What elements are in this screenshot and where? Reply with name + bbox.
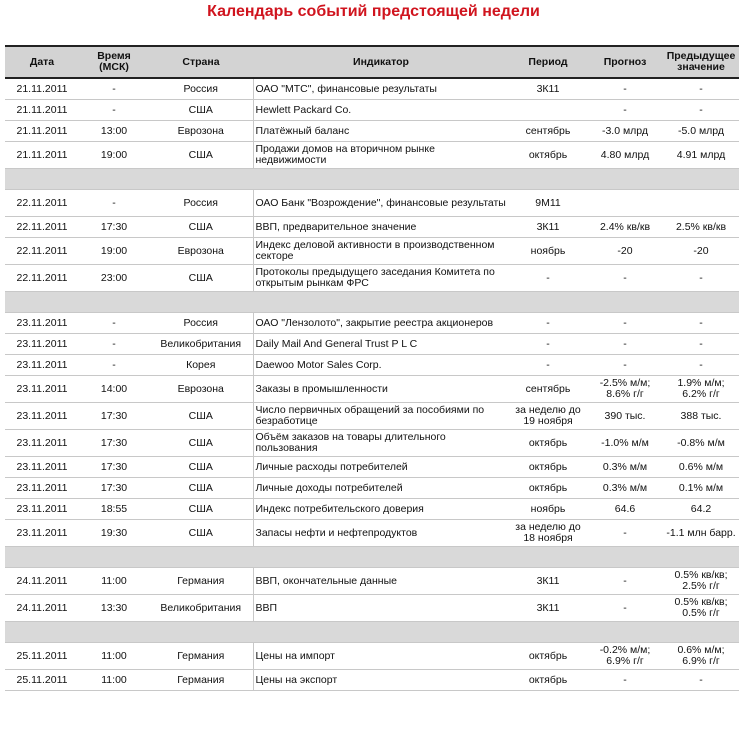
cell-forecast: 0.3% м/м [587, 457, 663, 478]
table-row [5, 313, 739, 334]
cell-previous: -5.0 млрд [663, 121, 739, 142]
cell-country: США [149, 100, 253, 121]
cell-forecast: 4.80 млрд [587, 142, 663, 169]
cell-previous: 4.91 млрд [663, 142, 739, 169]
cell-previous: 0.6% м/м [663, 457, 739, 478]
cell-previous: - [663, 78, 739, 100]
cell-time: 11:00 [79, 643, 149, 670]
cell-indicator: ВВП, окончательные данные [253, 568, 509, 595]
cell-period: 3К11 [509, 568, 587, 595]
events-table [5, 45, 739, 691]
cell-date: 22.11.2011 [5, 238, 79, 265]
cell-time: - [79, 313, 149, 334]
cell-indicator: Запасы нефти и нефтепродуктов [253, 520, 509, 547]
cell-country: США [149, 478, 253, 499]
cell-forecast: - [587, 313, 663, 334]
cell-previous: - [663, 334, 739, 355]
cell-previous: 0.5% кв/кв; 2.5% г/г [663, 568, 739, 595]
cell-time: 17:30 [79, 457, 149, 478]
column-header-country: Страна [149, 46, 253, 78]
column-header-time: Время (МСК) [79, 46, 149, 78]
cell-time: - [79, 334, 149, 355]
cell-date: 23.11.2011 [5, 403, 79, 430]
cell-previous: - [663, 265, 739, 292]
cell-date: 24.11.2011 [5, 595, 79, 622]
table-row [5, 568, 739, 595]
day-separator-row [5, 169, 739, 190]
cell-forecast: -0.2% м/м; 6.9% г/г [587, 643, 663, 670]
cell-time: 17:30 [79, 478, 149, 499]
cell-country: Великобритания [149, 334, 253, 355]
cell-forecast: - [587, 568, 663, 595]
cell-country: Еврозона [149, 238, 253, 265]
cell-country: США [149, 499, 253, 520]
cell-indicator: Hewlett Packard Co. [253, 100, 509, 121]
cell-period: ноябрь [509, 238, 587, 265]
cell-country: Россия [149, 313, 253, 334]
cell-previous: -20 [663, 238, 739, 265]
cell-time: - [79, 190, 149, 217]
cell-previous: 0.5% кв/кв; 0.5% г/г [663, 595, 739, 622]
events-table-body [5, 78, 739, 691]
cell-country: США [149, 403, 253, 430]
cell-period: - [509, 355, 587, 376]
cell-indicator: Цены на экспорт [253, 670, 509, 691]
table-header-row [5, 46, 739, 78]
cell-forecast: 2.4% кв/кв [587, 217, 663, 238]
table-row [5, 520, 739, 547]
cell-forecast: - [587, 78, 663, 100]
table-row [5, 265, 739, 292]
table-row [5, 403, 739, 430]
cell-time: 13:30 [79, 595, 149, 622]
table-row [5, 499, 739, 520]
table-row [5, 355, 739, 376]
cell-time: 11:00 [79, 670, 149, 691]
cell-indicator: ВВП, предварительное значение [253, 217, 509, 238]
cell-date: 23.11.2011 [5, 355, 79, 376]
cell-previous: - [663, 355, 739, 376]
cell-indicator: Daewoo Motor Sales Corp. [253, 355, 509, 376]
cell-previous: - [663, 100, 739, 121]
cell-indicator: Личные расходы потребителей [253, 457, 509, 478]
cell-date: 22.11.2011 [5, 265, 79, 292]
cell-date: 23.11.2011 [5, 376, 79, 403]
table-row [5, 457, 739, 478]
cell-forecast: 390 тыс. [587, 403, 663, 430]
table-row [5, 217, 739, 238]
cell-time: 13:00 [79, 121, 149, 142]
cell-time: 19:00 [79, 238, 149, 265]
cell-indicator: Цены на импорт [253, 643, 509, 670]
cell-period: за неделю до 18 ноября [509, 520, 587, 547]
cell-time: 17:30 [79, 430, 149, 457]
cell-previous: -0.8% м/м [663, 430, 739, 457]
cell-indicator: ОАО "Лензолото", закрытие реестра акционеров [253, 313, 509, 334]
cell-country: США [149, 142, 253, 169]
cell-date: 23.11.2011 [5, 478, 79, 499]
cell-country: Еврозона [149, 376, 253, 403]
cell-country: Германия [149, 670, 253, 691]
cell-time: 14:00 [79, 376, 149, 403]
cell-forecast: -2.5% м/м; 8.6% г/г [587, 376, 663, 403]
cell-indicator: Индекс деловой активности в производственном секторе [253, 238, 509, 265]
cell-forecast: -1.0% м/м [587, 430, 663, 457]
day-separator-row [5, 547, 739, 568]
cell-forecast: - [587, 520, 663, 547]
cell-date: 23.11.2011 [5, 430, 79, 457]
cell-time: 17:30 [79, 217, 149, 238]
table-row [5, 376, 739, 403]
cell-date: 25.11.2011 [5, 643, 79, 670]
cell-date: 25.11.2011 [5, 670, 79, 691]
cell-indicator: ОАО "МТС", финансовые результаты [253, 78, 509, 100]
cell-period: октябрь [509, 478, 587, 499]
cell-time: - [79, 355, 149, 376]
cell-time: 17:30 [79, 403, 149, 430]
cell-date: 23.11.2011 [5, 457, 79, 478]
cell-period: 3К11 [509, 78, 587, 100]
cell-period: октябрь [509, 670, 587, 691]
table-row [5, 238, 739, 265]
cell-period: октябрь [509, 430, 587, 457]
cell-time: - [79, 78, 149, 100]
cell-forecast: - [587, 670, 663, 691]
cell-country: США [149, 457, 253, 478]
cell-indicator: Заказы в промышленности [253, 376, 509, 403]
day-separator-row [5, 292, 739, 313]
cell-indicator: Платёжный баланс [253, 121, 509, 142]
column-header-indicator: Индикатор [253, 46, 509, 78]
cell-period [509, 100, 587, 121]
cell-date: 21.11.2011 [5, 100, 79, 121]
column-header-period: Период [509, 46, 587, 78]
cell-date: 21.11.2011 [5, 142, 79, 169]
cell-country: США [149, 217, 253, 238]
cell-previous [663, 190, 739, 217]
table-row [5, 670, 739, 691]
cell-date: 23.11.2011 [5, 499, 79, 520]
cell-time: 18:55 [79, 499, 149, 520]
cell-forecast: -3.0 млрд [587, 121, 663, 142]
table-row [5, 478, 739, 499]
cell-country: США [149, 430, 253, 457]
cell-indicator: Число первичных обращений за пособиями по безработице [253, 403, 509, 430]
page-title: Календарь событий предстоящей недели [207, 3, 540, 20]
day-separator [5, 622, 739, 643]
cell-forecast: - [587, 355, 663, 376]
cell-country: Корея [149, 355, 253, 376]
table-row [5, 190, 739, 217]
cell-date: 22.11.2011 [5, 190, 79, 217]
cell-period: ноябрь [509, 499, 587, 520]
cell-indicator: Индекс потребительского доверия [253, 499, 509, 520]
table-row [5, 121, 739, 142]
cell-period: 3К11 [509, 217, 587, 238]
column-header-previous: Предыдущее значение [663, 46, 739, 78]
cell-country: США [149, 520, 253, 547]
cell-forecast: 0.3% м/м [587, 478, 663, 499]
cell-previous: - [663, 313, 739, 334]
cell-period: - [509, 313, 587, 334]
cell-country: Великобритания [149, 595, 253, 622]
cell-period: за неделю до 19 ноября [509, 403, 587, 430]
cell-forecast: 64.6 [587, 499, 663, 520]
cell-forecast: - [587, 334, 663, 355]
cell-previous: -1.1 млн барр. [663, 520, 739, 547]
cell-period: сентябрь [509, 121, 587, 142]
cell-previous: - [663, 670, 739, 691]
cell-period: - [509, 334, 587, 355]
cell-country: США [149, 265, 253, 292]
cell-indicator: Продажи домов на вторичном рынке недвижимости [253, 142, 509, 169]
day-separator [5, 547, 739, 568]
cell-forecast: - [587, 595, 663, 622]
cell-time: 19:00 [79, 142, 149, 169]
cell-indicator: Daily Mail And General Trust P L C [253, 334, 509, 355]
cell-forecast: -20 [587, 238, 663, 265]
table-row [5, 595, 739, 622]
day-separator-row [5, 622, 739, 643]
cell-previous: 0.1% м/м [663, 478, 739, 499]
cell-indicator: Протоколы предыдущего заседания Комитета по открытым рынкам ФРС [253, 265, 509, 292]
cell-time: - [79, 100, 149, 121]
cell-date: 21.11.2011 [5, 121, 79, 142]
cell-previous: 388 тыс. [663, 403, 739, 430]
cell-time: 19:30 [79, 520, 149, 547]
table-row [5, 334, 739, 355]
table-row [5, 142, 739, 169]
cell-indicator: ОАО Банк "Возрождение", финансовые результаты [253, 190, 509, 217]
cell-period: октябрь [509, 457, 587, 478]
cell-time: 23:00 [79, 265, 149, 292]
cell-period: октябрь [509, 142, 587, 169]
cell-indicator: Объём заказов на товары длительного пользования [253, 430, 509, 457]
day-separator [5, 169, 739, 190]
cell-country: Россия [149, 78, 253, 100]
cell-country: Германия [149, 643, 253, 670]
day-separator [5, 292, 739, 313]
cell-country: Россия [149, 190, 253, 217]
cell-period: 3К11 [509, 595, 587, 622]
cell-previous: 1.9% м/м; 6.2% г/г [663, 376, 739, 403]
cell-previous: 64.2 [663, 499, 739, 520]
cell-date: 22.11.2011 [5, 217, 79, 238]
cell-date: 23.11.2011 [5, 313, 79, 334]
cell-country: Германия [149, 568, 253, 595]
cell-date: 24.11.2011 [5, 568, 79, 595]
cell-forecast: - [587, 265, 663, 292]
cell-indicator: ВВП [253, 595, 509, 622]
cell-date: 23.11.2011 [5, 520, 79, 547]
cell-period: сентябрь [509, 376, 587, 403]
cell-period: 9М11 [509, 190, 587, 217]
table-row [5, 78, 739, 100]
cell-previous: 0.6% м/м; 6.9% г/г [663, 643, 739, 670]
cell-time: 11:00 [79, 568, 149, 595]
table-row [5, 100, 739, 121]
cell-period: - [509, 265, 587, 292]
cell-date: 23.11.2011 [5, 334, 79, 355]
cell-date: 21.11.2011 [5, 78, 79, 100]
cell-country: Еврозона [149, 121, 253, 142]
cell-previous: 2.5% кв/кв [663, 217, 739, 238]
column-header-date: Дата [5, 46, 79, 78]
cell-indicator: Личные доходы потребителей [253, 478, 509, 499]
table-row [5, 430, 739, 457]
cell-period: октябрь [509, 643, 587, 670]
cell-forecast [587, 190, 663, 217]
column-header-forecast: Прогноз [587, 46, 663, 78]
table-row [5, 643, 739, 670]
cell-forecast: - [587, 100, 663, 121]
